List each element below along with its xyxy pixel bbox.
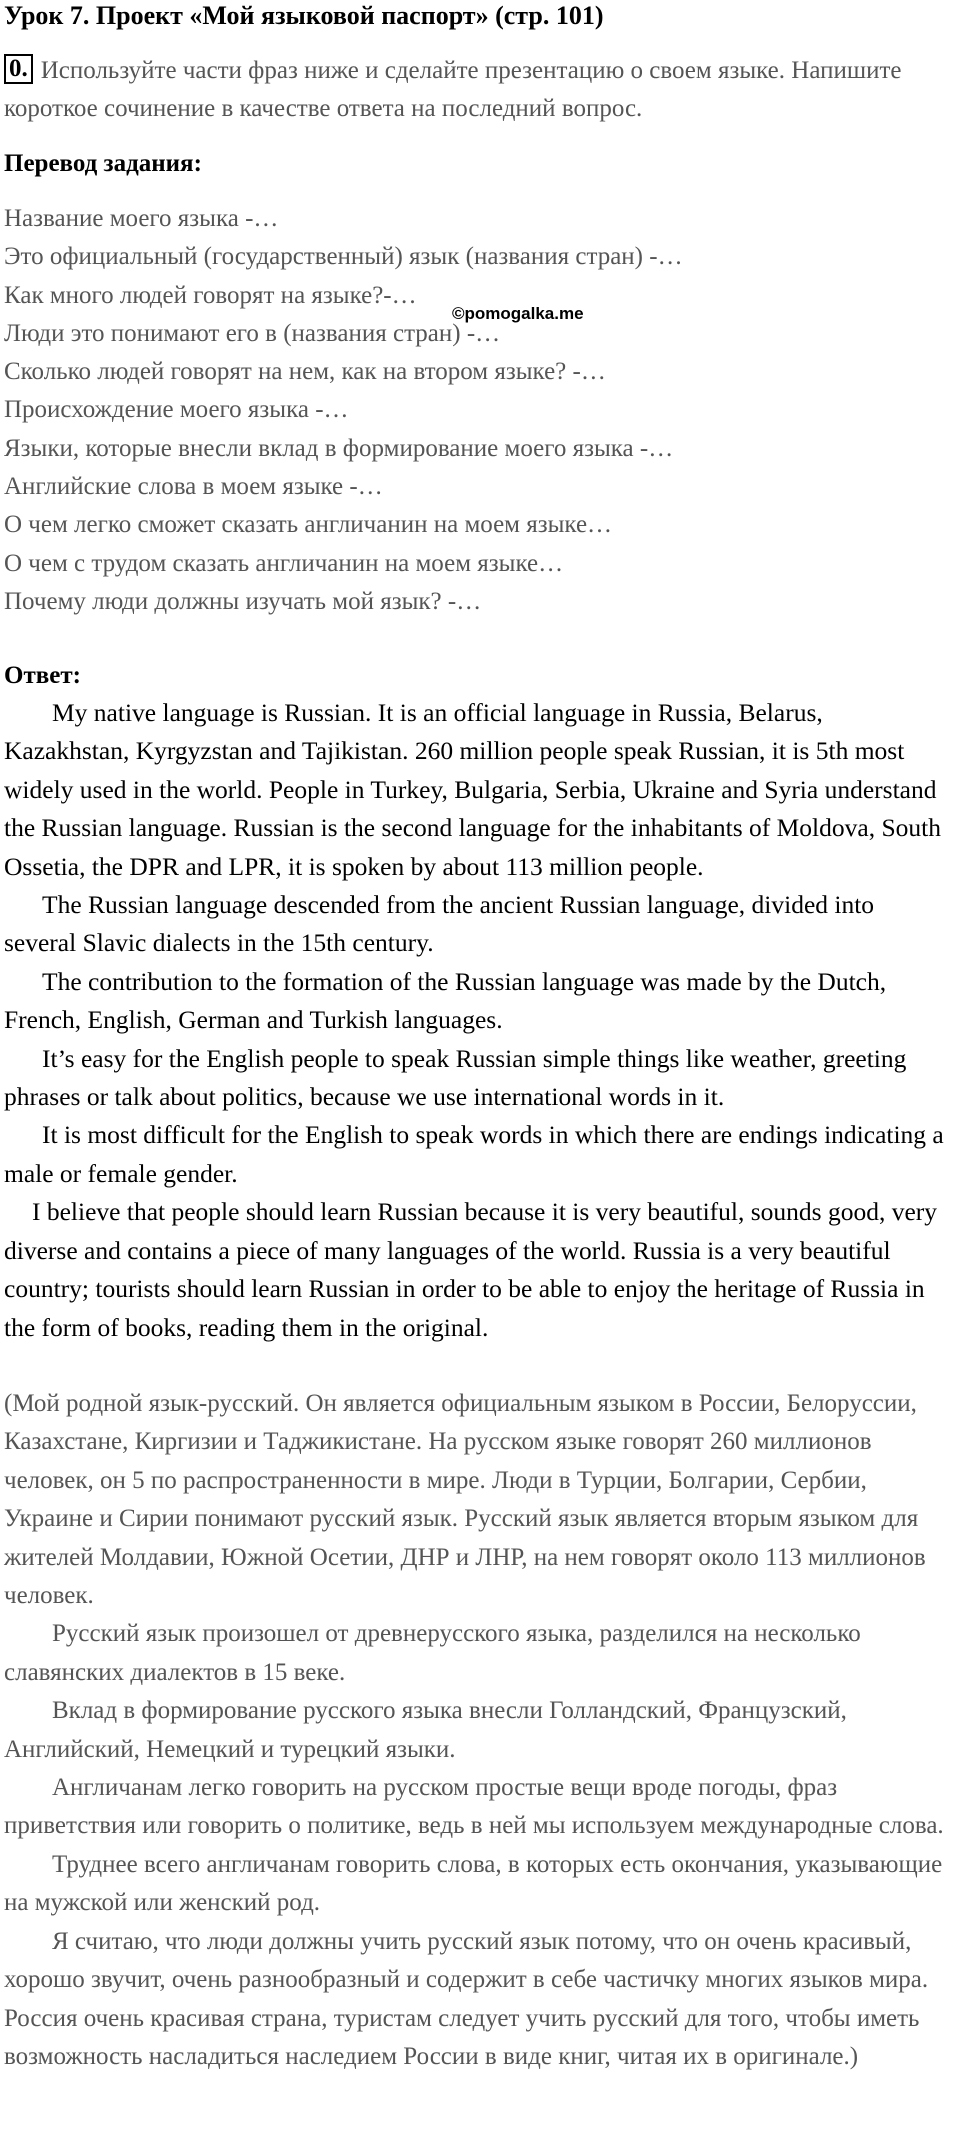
answer-heading: Ответ: xyxy=(4,662,81,689)
answer-paragraph: The contribution to the formation of the Russian language was made by the Dutch, French, English, German and Turkish languages. xyxy=(4,966,887,1035)
list-item: О чем с трудом сказать англичанин на моем языке… xyxy=(4,549,564,577)
task-text: Используйте части фраз ниже и сделайте презентацию о своем языке. Напишите короткое сочинение в качестве ответа на последний вопрос. xyxy=(4,57,902,122)
page-title: Урок 7. Проект «Мой языковой паспорт» (стр. 101) xyxy=(4,1,604,30)
answer-paragraph: The Russian language descended from the ancient Russian language, divided into several Slavic dialects in the 15th century. xyxy=(4,890,875,958)
answer-english xyxy=(4,694,949,1347)
answer-paragraph: Русский язык произошел от древнерусского языка, разделился на несколько славянских диалектов в 15 веке. xyxy=(4,1620,861,1686)
answer-paragraph: Вклад в формирование русского языка внесли Голландский, Французский, Английский, Немецкий и турецкий языки. xyxy=(4,1697,847,1763)
answer-paragraph: My native language is Russian. It is an official language in Russia, Belarus, Kazakhstan, Kyrgyzstan and Tajikistan. 260 million people speak Russian, it is 5th most widely used in the world. People in Turkey, Bulgaria, Serbia, Ukraine and Syria understand the Russian language. Russian is the second language for the inhabitants of Moldova, South Ossetia, the DPR and LPR, it is spoken by about 113 million people. xyxy=(4,698,941,881)
task-number-badge: 0. xyxy=(4,54,33,84)
translation-heading: Перевод задания: xyxy=(4,150,202,177)
list-item: Почему люди должны изучать мой язык? -… xyxy=(4,587,482,615)
list-item: Люди это понимают его в (названия стран) -… xyxy=(4,319,501,347)
answer-paragraph: It is most difficult for the English to speak words in which there are endings indicating a male or female gender. xyxy=(4,1120,944,1188)
list-item: Это официальный (государственный) язык (названия стран) -… xyxy=(4,243,683,271)
list-item: Языки, которые внесли вклад в формирование моего языка -… xyxy=(4,434,674,462)
answer-paragraph: I believe that people should learn Russian because it is very beautiful, sounds good, very diverse and contains a piece of many languages of the world. Russia is a very beautiful country; tourists should learn Russian in order to be able to enjoy the heritage of Russia in the form of books, reading them in the original. xyxy=(4,1197,938,1342)
answer-paragraph: Труднее всего англичанам говорить слова, в которых есть окончания, указывающие на мужской или женский род. xyxy=(4,1850,943,1917)
translation-list xyxy=(4,200,944,621)
answer-russian xyxy=(4,1385,949,2076)
list-item: О чем легко сможет сказать англичанин на моем языке… xyxy=(4,511,613,539)
list-item: Английские слова в моем языке -… xyxy=(4,473,383,501)
task-block xyxy=(4,52,944,128)
answer-paragraph: Англичанам легко говорить на русском простые вещи вроде погоды, фраз приветствия или говорить о политике, ведь в ней мы используем международные слова. xyxy=(4,1774,944,1840)
answer-paragraph: Я считаю, что люди должны учить русский язык потому, что он очень красивый, хорошо звучит, очень разнообразный и содержит в себе частичку многих языков мира. Россия очень красивая страна, туристам следует учить русский для того, чтобы иметь возможность насладиться наследием России в виде книг, читая их в оригинале.) xyxy=(4,1927,929,2070)
list-item: Сколько людей говорят на нем, как на втором языке? -… xyxy=(4,358,606,386)
list-item: Как много людей говорят на языке?-… xyxy=(4,281,417,309)
answer-paragraph: (Мой родной язык-русский. Он является официальным языком в России, Белоруссии, Казахстане, Киргизии и Таджикистане. На русском языке говорят 260 миллионов человек, он 5 по распространенности в мире. Люди в Турции, Болгарии, Сербии, Украине и Сирии понимают русский язык. Русский язык является вторым языком для жителей Молдавии, Южной Осетии, ДНР и ЛНР, на нем говорят около 113 миллионов человек. xyxy=(4,1390,926,1610)
list-item: Происхождение моего языка -… xyxy=(4,396,349,424)
watermark: ©pomogalka.me xyxy=(452,304,584,323)
answer-paragraph: It’s easy for the English people to speak Russian simple things like weather, greeting phrases or talk about politics, because we use international words in it. xyxy=(4,1043,907,1112)
list-item: Название моего языка -… xyxy=(4,205,279,232)
